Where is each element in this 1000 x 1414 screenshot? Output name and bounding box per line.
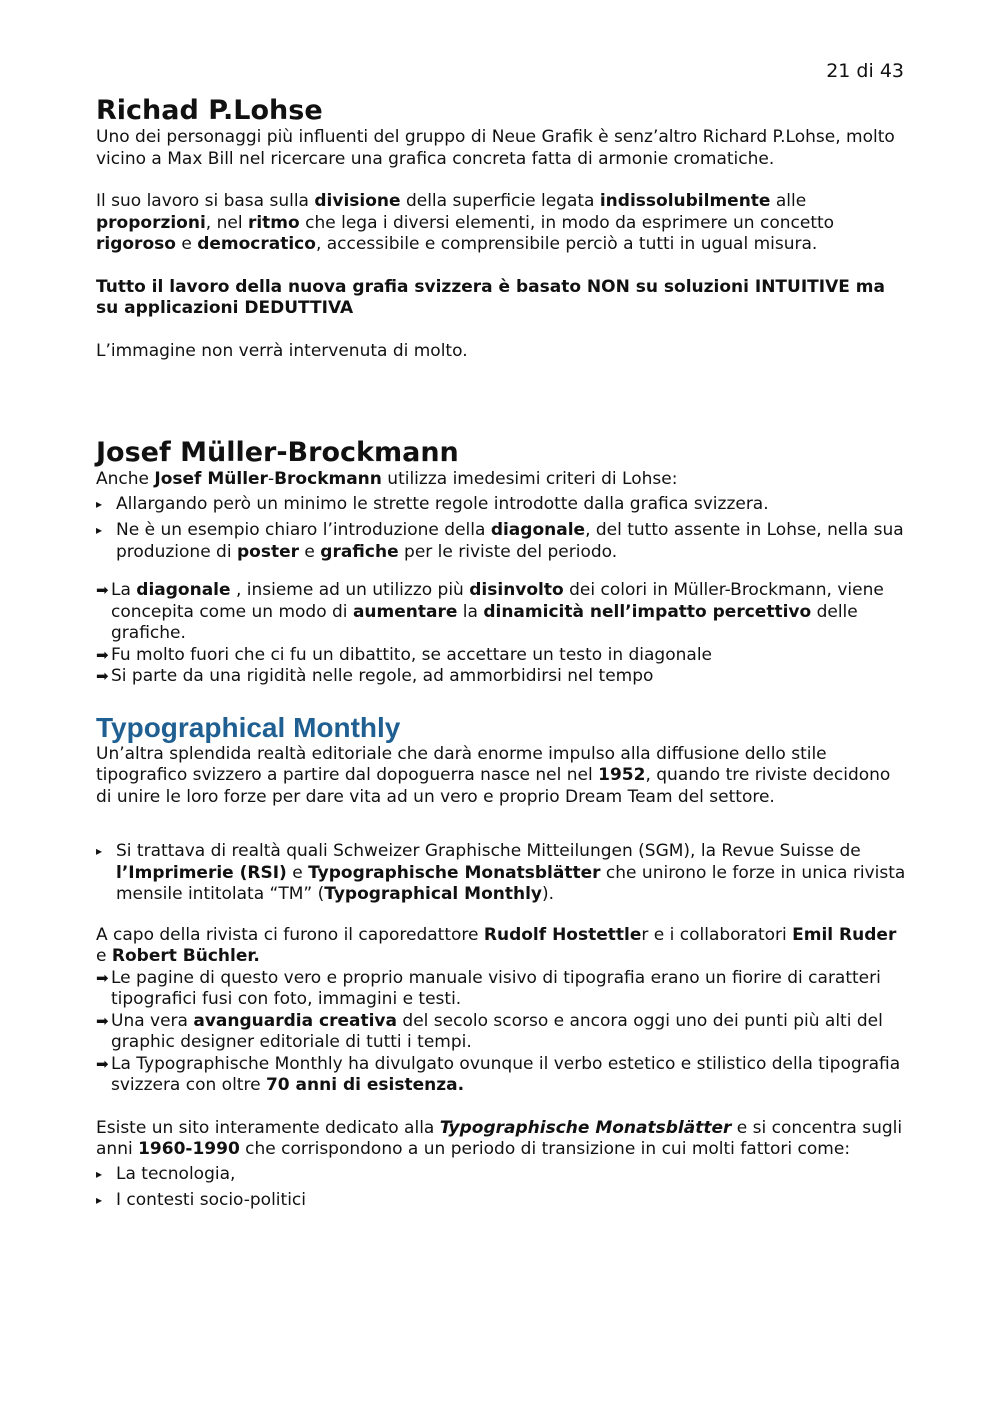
bullet-arrow-icon: ➡: [96, 667, 109, 685]
brockmann-intro-run-3: Brockmann: [274, 469, 382, 489]
page-number: 21 di 43: [826, 60, 904, 82]
bullet-triangle-icon: ▸: [96, 496, 103, 511]
page-content: [96, 95, 906, 1217]
brockmann-arrow-list-item-2: [96, 666, 906, 688]
lohse-paragraph-2-run-6: , nel: [205, 212, 248, 233]
brockmann-bullet-list-item-1-run-2: , del tutto assente in Lohse, nella sua produzione di: [116, 520, 904, 562]
brockmann-intro-run-4: utilizza imedesimi criteri di Lohse:: [381, 469, 678, 489]
brockmann-bullet-list-item-1-run-1: diagonale: [490, 520, 586, 540]
lohse-paragraph-2-run-4: alle: [770, 191, 807, 211]
tm-paragraph-3-run-0: Esiste un sito interamente dedicato alla: [96, 1117, 440, 1138]
lohse-paragraph-2-run-2: della superficie legata: [400, 191, 600, 211]
tm-paragraph-2-run-2: r e i collaboratori: [641, 924, 793, 945]
brockmann-arrow-list: [96, 580, 906, 688]
tm-bullet-list-item-0-run-4: che unirono le forze in unica rivista mensile intitolata “TM” (: [116, 862, 906, 904]
tm-bullet-list-2: [96, 1164, 906, 1212]
brockmann-bullet-list: [96, 494, 906, 564]
tm-arrow-list-item-0-run-0: Le pagine di questo vero e proprio manuale visivo di tipografia erano un fiorire di caratteri tipografici fusi con foto, immagini e testi.: [111, 967, 881, 1009]
bullet-arrow-icon: ➡: [96, 1054, 109, 1073]
tm-bullet-list-item-0-run-5: Typographical Monthly: [324, 884, 543, 904]
brockmann-arrow-list-item-2-run-0: Si parte da una rigidità nelle regole, ad ammorbidirsi nel tempo: [111, 666, 654, 686]
brockmann-arrow-list-item-0-run-8: delle grafiche.: [111, 601, 858, 643]
tm-arrow-list-item-0: [96, 968, 906, 1011]
tm-bullet-list-2-item-1-run-0: I contesti socio-politici: [116, 1190, 306, 1210]
bullet-triangle-icon: ▸: [96, 844, 103, 858]
section-title-lohse: Richad P.Lohse: [96, 95, 323, 126]
tm-bullet-list-2-item-0-run-0: La tecnologia,: [116, 1163, 236, 1184]
lohse-paragraph-2-run-7: ritmo: [247, 212, 300, 233]
tm-bullet-list-item-0-run-2: e: [286, 862, 309, 883]
tm-paragraph-3-run-1: Typographische Monatsblätter: [439, 1117, 732, 1138]
section-title-tm: Typographical Monthly: [96, 711, 401, 743]
brockmann-arrow-list-item-0-run-0: La: [111, 580, 137, 600]
brockmann-arrow-list-item-0-run-1: diagonale: [136, 580, 231, 600]
brockmann-intro-run-2: -: [267, 469, 275, 489]
tm-paragraph-2: [96, 925, 906, 968]
lohse-paragraph-2: [96, 191, 906, 256]
tm-arrow-list-item-1-run-1: avanguardia creativa: [193, 1010, 397, 1031]
brockmann-arrow-list-item-0-run-4: dei colori in Müller-Brockmann, viene concepita come un modo di: [111, 580, 884, 622]
brockmann-arrow-list-item-0: [96, 580, 906, 645]
tm-bullet-list-item-0-run-3: Typographische Monatsblätter: [308, 862, 601, 883]
tm-arrow-list-item-2: [96, 1054, 906, 1097]
lohse-paragraph-3: [96, 277, 906, 320]
lohse-paragraph-1: Uno dei personaggi più influenti del gruppo di Neue Grafik è senz’altro Richard P.Lohse, molto vicino a Max Bill nel ricercare una grafica concreta fatta di armonie cromatiche.: [96, 127, 895, 169]
lohse-paragraph-3-bold: Tutto il lavoro della nuova grafia svizzera è basato NON su soluzioni INTUITIVE ma su applicazioni DEDUTTIVA: [96, 276, 885, 318]
tm-arrow-list-item-2-run-1: 70 anni di esistenza.: [265, 1075, 465, 1095]
tm-paragraph-1-run-2: , quando tre riviste decidono di unire le loro forze per dare vita ad un vero e proprio Dream Team del settore.: [96, 765, 891, 807]
brockmann-arrow-list-item-0-run-7: dinamicità nell’impatto percettivo: [483, 601, 812, 622]
lohse-paragraph-2-run-0: Il suo lavoro si basa sulla: [96, 191, 315, 211]
tm-paragraph-1-run-0: Un’altra splendida realtà editoriale che darà enorme impulso alla diffusione dello stile tipografico svizzero a partire dal dopoguerra nasce nel nel: [96, 743, 827, 785]
brockmann-bullet-list-item-1-run-4: e: [299, 541, 321, 562]
brockmann-arrow-list-item-1: [96, 645, 906, 667]
brockmann-bullet-list-item-0-run-0: Allargando però un minimo le strette regole introdotte dalla grafica svizzera.: [116, 493, 769, 514]
bullet-triangle-icon: ▸: [96, 523, 103, 537]
tm-paragraph-2-run-5: Robert Büchler.: [111, 946, 260, 966]
bullet-arrow-icon: ➡: [96, 968, 109, 987]
bullet-arrow-icon: ➡: [96, 1011, 109, 1030]
tm-bullet-list: [96, 841, 906, 906]
brockmann-bullet-list-item-0: [96, 494, 906, 516]
tm-paragraph-1-run-1: 1952: [598, 765, 646, 785]
tm-arrow-list: [96, 968, 906, 1097]
brockmann-bullet-list-item-1-run-5: grafiche: [320, 541, 399, 562]
brockmann-arrow-list-item-1-run-0: Fu molto fuori che ci fu un dibattito, se accettare un testo in diagonale: [111, 644, 713, 665]
tm-paragraph-3-run-4: che corrispondono a un periodo di transizione in cui molti fattori come:: [239, 1139, 851, 1159]
lohse-paragraph-2-run-8: che lega i diversi elementi, in modo da esprimere un concetto: [299, 212, 835, 233]
bullet-triangle-icon: ▸: [96, 1193, 103, 1207]
lohse-paragraph-4: L’immagine non verrà intervenuta di molto.: [96, 340, 468, 361]
tm-arrow-list-item-1-run-0: Una vera: [111, 1010, 194, 1031]
tm-paragraph-3: [96, 1118, 906, 1161]
brockmann-arrow-list-item-0-run-5: aumentare: [352, 601, 458, 622]
lohse-paragraph-2-run-11: democratico: [197, 234, 316, 254]
brockmann-bullet-list-item-1-run-0: Ne è un esempio chiaro l’introduzione della: [116, 520, 491, 540]
brockmann-bullet-list-item-1-run-6: per le riviste del periodo.: [398, 541, 618, 562]
lohse-paragraph-2-run-9: rigoroso: [96, 234, 176, 254]
bullet-arrow-icon: ➡: [96, 645, 109, 664]
lohse-paragraph-2-run-12: , accessibile e comprensibile perciò a tutti in ugual misura.: [315, 234, 818, 254]
tm-paragraph-3-run-3: 1960-1990: [138, 1139, 240, 1159]
brockmann-arrow-list-item-0-run-3: disinvolto: [469, 580, 564, 600]
tm-bullet-list-item-0-run-1: l’Imprimerie (RSI): [116, 862, 287, 883]
lohse-paragraph-2-run-10: e: [175, 234, 198, 254]
brockmann-intro-run-1: Josef Müller: [154, 469, 268, 489]
section-title-brockmann: Josef Müller-Brockmann: [96, 437, 459, 468]
tm-paragraph-1: [96, 744, 906, 809]
brockmann-arrow-list-item-0-run-2: , insieme ad un utilizzo più: [230, 580, 470, 600]
lohse-paragraph-2-run-1: divisione: [314, 191, 401, 211]
lohse-paragraph-2-run-3: indissolubilmente: [599, 191, 771, 211]
tm-arrow-list-item-2-run-0: La Typographische Monthly ha divulgato ovunque il verbo estetico e stilistico della tipografia svizzera con oltre: [111, 1053, 901, 1095]
tm-paragraph-2-run-3: Emil Ruder: [792, 924, 897, 945]
tm-arrow-list-item-1: [96, 1011, 906, 1054]
tm-bullet-list-2-item-0: [96, 1164, 906, 1186]
lohse-paragraph-2-run-5: proporzioni: [96, 212, 206, 233]
tm-paragraph-2-run-0: A capo della rivista ci furono il caporedattore: [96, 924, 484, 945]
tm-paragraph-3-run-2: e si concentra sugli anni: [96, 1117, 903, 1159]
brockmann-bullet-list-item-1-run-3: poster: [236, 541, 299, 562]
brockmann-intro: [96, 469, 906, 491]
tm-bullet-list-item-0-run-6: ).: [542, 884, 555, 904]
tm-bullet-list-item-0-run-0: Si trattava di realtà quali Schweizer Graphische Mitteilungen (SGM), la Revue Suisse de: [116, 841, 861, 861]
tm-paragraph-2-run-4: e: [96, 946, 112, 966]
tm-paragraph-2-run-1: Rudolf Hostettle: [483, 924, 642, 945]
brockmann-arrow-list-item-0-run-6: la: [457, 601, 484, 622]
bullet-triangle-icon: ▸: [96, 1166, 103, 1181]
brockmann-intro-run-0: Anche: [96, 469, 155, 489]
brockmann-bullet-list-item-1: [96, 520, 906, 563]
tm-bullet-list-item-0: [96, 841, 906, 906]
bullet-arrow-icon: ➡: [96, 581, 109, 599]
tm-arrow-list-item-1-run-2: del secolo scorso e ancora oggi uno dei punti più alti del graphic designer editoriale di tutti i tempi.: [111, 1010, 883, 1052]
tm-bullet-list-2-item-1: [96, 1190, 906, 1212]
